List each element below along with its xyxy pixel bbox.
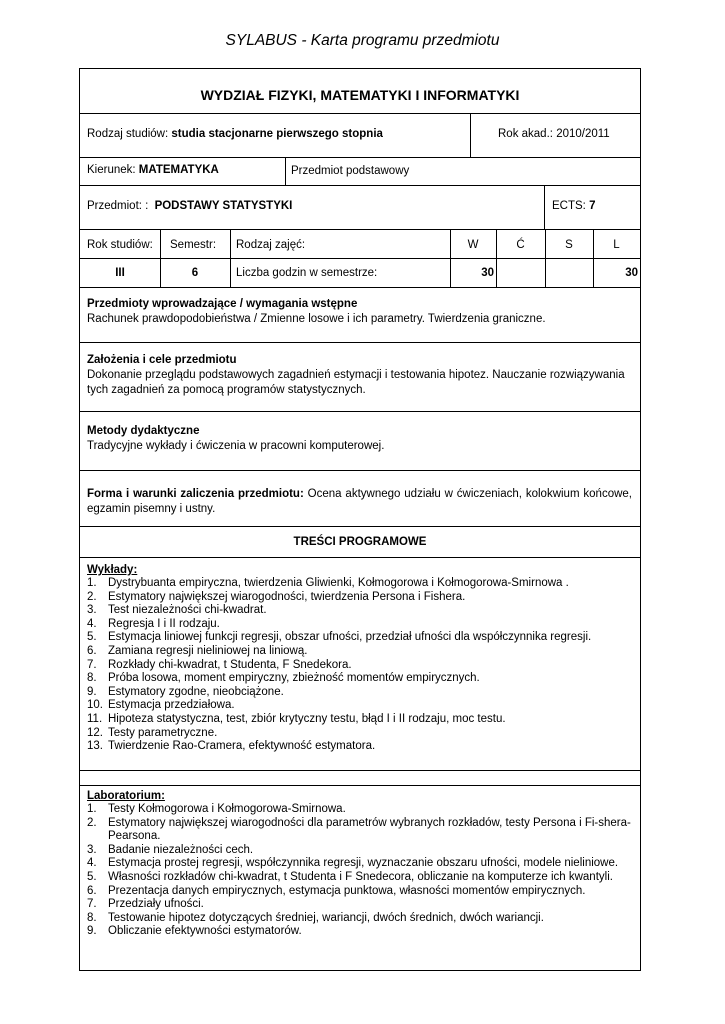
list-number: 6. [87, 644, 97, 657]
laboratory-item [87, 912, 632, 926]
hours-label: Liczba godzin w semestrze: [236, 267, 378, 279]
list-text: Zamiana regresji nieliniowej na liniową. [108, 644, 308, 657]
lecture-item [87, 631, 632, 645]
lecture-item [87, 604, 632, 618]
list-text: Estymacja prostej regresji, współczynnika regresji, wyznaczanie obszaru ufności, modele nieliniowe. [108, 857, 619, 870]
list-text: Badanie niezależności cech. [108, 843, 254, 856]
lab-col-label: L [613, 239, 620, 251]
year-of-study-value: III [115, 267, 125, 279]
lab-hours: 30 [625, 267, 638, 279]
list-number: 6. [87, 884, 97, 897]
methods-title: Metody dydaktyczne [87, 425, 200, 437]
list-number: 11. [87, 712, 103, 725]
study-type-label: Rodzaj studiów: [87, 128, 169, 140]
list-number: 9. [87, 685, 97, 698]
goals-title: Założenia i cele przedmiotu [87, 354, 237, 366]
list-number: 7. [87, 898, 97, 911]
direction [87, 164, 219, 176]
lecture-item [87, 645, 632, 659]
subject-value: PODSTAWY STATYSTYKI [154, 200, 293, 212]
syllabus-table [79, 68, 641, 971]
list-number: 12. [87, 726, 103, 739]
list-number: 3. [87, 843, 97, 856]
prerequisites-text: Rachunek prawdopodobieństwa / Zmienne losowe i ich parametry. Twierdzenia graniczne. [87, 313, 546, 325]
list-text: Prezentacja danych empirycznych, estymacja punktowa, własności momentów empirycznych. [108, 884, 586, 897]
laboratory-title: Laboratorium: [87, 790, 165, 802]
laboratory-item [87, 844, 632, 858]
study-row [80, 114, 640, 158]
prerequisites-section [80, 288, 640, 343]
lecture-item [87, 713, 632, 727]
list-text: Testy Kołmogorowa i Kołmogorowa-Smirnowa. [108, 803, 346, 815]
list-text: Obliczanie efektywności estymatorów. [108, 925, 302, 938]
faculty-title: WYDZIAŁ FIZYKI, MATEMATYKI I INFORMATYKI [200, 87, 520, 103]
laboratory-list [87, 803, 632, 939]
laboratory-item [87, 898, 632, 912]
list-number: 8. [87, 672, 97, 685]
lecture-item [87, 591, 632, 605]
study-type [87, 128, 383, 140]
list-number: 5. [87, 631, 97, 644]
ects-cell [544, 186, 640, 229]
subject-row [80, 186, 640, 230]
category-cell [285, 158, 640, 185]
assessment-text: Ocena aktywnego udziału w ćwiczeniach, kolokwium końcowe, egzamin pisemny i ustny. [87, 488, 632, 515]
laboratory-item [87, 803, 632, 817]
lectures-title: Wykłady: [87, 564, 138, 576]
list-text: Twierdzenie Rao-Cramera, efektywność estymatora. [108, 740, 376, 753]
laboratory-item [87, 871, 632, 885]
assessment-section [80, 471, 640, 527]
list-text: Estymacja przedziałowa. [108, 699, 235, 712]
spacer-row [80, 771, 640, 786]
list-text: Dystrybuanta empiryczna, twierdzenia Gliwienki, Kołmogorowa i Kołmogorowa-Smirnowa . [108, 577, 569, 589]
subject-category: Przedmiot podstawowy [291, 165, 410, 177]
list-number: 7. [87, 658, 97, 671]
lecture-col-label: W [467, 239, 479, 251]
list-number: 9. [87, 925, 97, 938]
lectures-section [80, 558, 640, 771]
academic-year-label: Rok akad.: [498, 128, 553, 140]
list-number: 13. [87, 740, 103, 753]
academic-year-cell [470, 114, 640, 157]
laboratory-item [87, 925, 632, 939]
study-type-value: studia stacjonarne pierwszego stopnia [171, 128, 383, 140]
lecture-item [87, 740, 632, 754]
direction-row [80, 158, 640, 186]
list-number: 5. [87, 870, 97, 883]
subject [87, 200, 292, 212]
list-text: Estymacja liniowej funkcji regresji, obszar ufności, przedział ufności dla współczynnika regresji. [108, 631, 592, 644]
direction-label: Kierunek: [87, 164, 136, 176]
list-number: 2. [87, 590, 97, 603]
lectures-list [87, 577, 632, 754]
lecture-item [87, 699, 632, 713]
academic-year-value: 2010/2011 [556, 128, 610, 140]
list-text: Estymatory największej wiarogodności dla parametrów wybranych rozkładów, testy Persona i Fi-shera-Pearsona. [108, 816, 631, 843]
direction-value: MATEMATYKA [138, 164, 219, 176]
lecture-hours: 30 [481, 267, 494, 279]
list-number: 1. [87, 803, 97, 815]
lecture-item [87, 686, 632, 700]
list-number: 8. [87, 911, 97, 924]
list-text: Hipoteza statystyczna, test, zbiór krytyczny testu, błąd I i II rodzaju, moc testu. [108, 712, 506, 725]
seminar-col-label: S [565, 239, 573, 251]
lecture-item [87, 659, 632, 673]
document-header: SYLABUS - Karta programu przedmiotu [225, 32, 500, 49]
semester-value: 6 [191, 267, 199, 279]
schedule-row [80, 230, 640, 288]
goals-text: Dokonanie przeglądu podstawowych zagadnień estymacji i testowania hipotez. Nauczanie rozwiązywania tych zagadnień za pomocą programów statystycznych. [87, 369, 625, 396]
list-text: Testowanie hipotez dotyczących średniej, wariancji, dwóch średnich, dwóch wariancji. [108, 911, 544, 924]
lecture-item [87, 672, 632, 686]
list-text: Własności rozkładów chi-kwadrat, t Studenta i F Snedecora, obliczanie na komputerze ich kwantyli. [108, 870, 613, 883]
list-text: Estymatory zgodne, nieobciążone. [108, 685, 284, 698]
laboratory-item [87, 885, 632, 899]
year-of-study-label: Rok studiów: [87, 239, 153, 251]
content-title-row [80, 527, 640, 558]
faculty-row [80, 69, 640, 114]
classes-type-label: Rodzaj zajęć: [236, 239, 306, 251]
list-number: 4. [87, 857, 97, 870]
list-text: Test niezależności chi-kwadrat. [108, 604, 267, 617]
list-text: Rozkłady chi-kwadrat, t Studenta, F Snedekora. [108, 658, 352, 671]
subject-label: Przedmiot: : [87, 200, 149, 212]
list-number: 1. [87, 577, 97, 589]
lecture-item [87, 577, 632, 591]
list-text: Próba losowa, moment empiryczny, zbieżność momentów empirycznych. [108, 672, 480, 685]
ects-label: ECTS: [552, 200, 586, 212]
ects-value: 7 [589, 200, 596, 212]
list-number: 2. [87, 816, 97, 829]
assessment-title: Forma i warunki zaliczenia przedmiotu: [87, 488, 304, 500]
lecture-item [87, 618, 632, 632]
content-title: TREŚCI PROGRAMOWE [293, 536, 427, 548]
exercise-col-label: Ć [516, 239, 525, 251]
lecture-item [87, 727, 632, 741]
list-text: Testy parametryczne. [108, 726, 218, 739]
list-number: 3. [87, 604, 97, 617]
list-text: Estymatory największej wiarogodności, twierdzenia Persona i Fishera. [108, 590, 466, 603]
methods-text: Tradycyjne wykłady i ćwiczenia w pracowni komputerowej. [87, 440, 385, 452]
goals-section [80, 343, 640, 412]
laboratory-item [87, 817, 632, 844]
laboratory-section [80, 786, 640, 971]
semester-label: Semestr: [170, 239, 217, 251]
prerequisites-title: Przedmioty wprowadzające / wymagania wstępne [87, 298, 358, 310]
list-text: Przedziały ufności. [108, 898, 204, 911]
laboratory-item [87, 857, 632, 871]
list-text: Regresja I i II rodzaju. [108, 617, 220, 630]
list-number: 10. [87, 699, 103, 712]
list-number: 4. [87, 617, 97, 630]
methods-section [80, 412, 640, 471]
